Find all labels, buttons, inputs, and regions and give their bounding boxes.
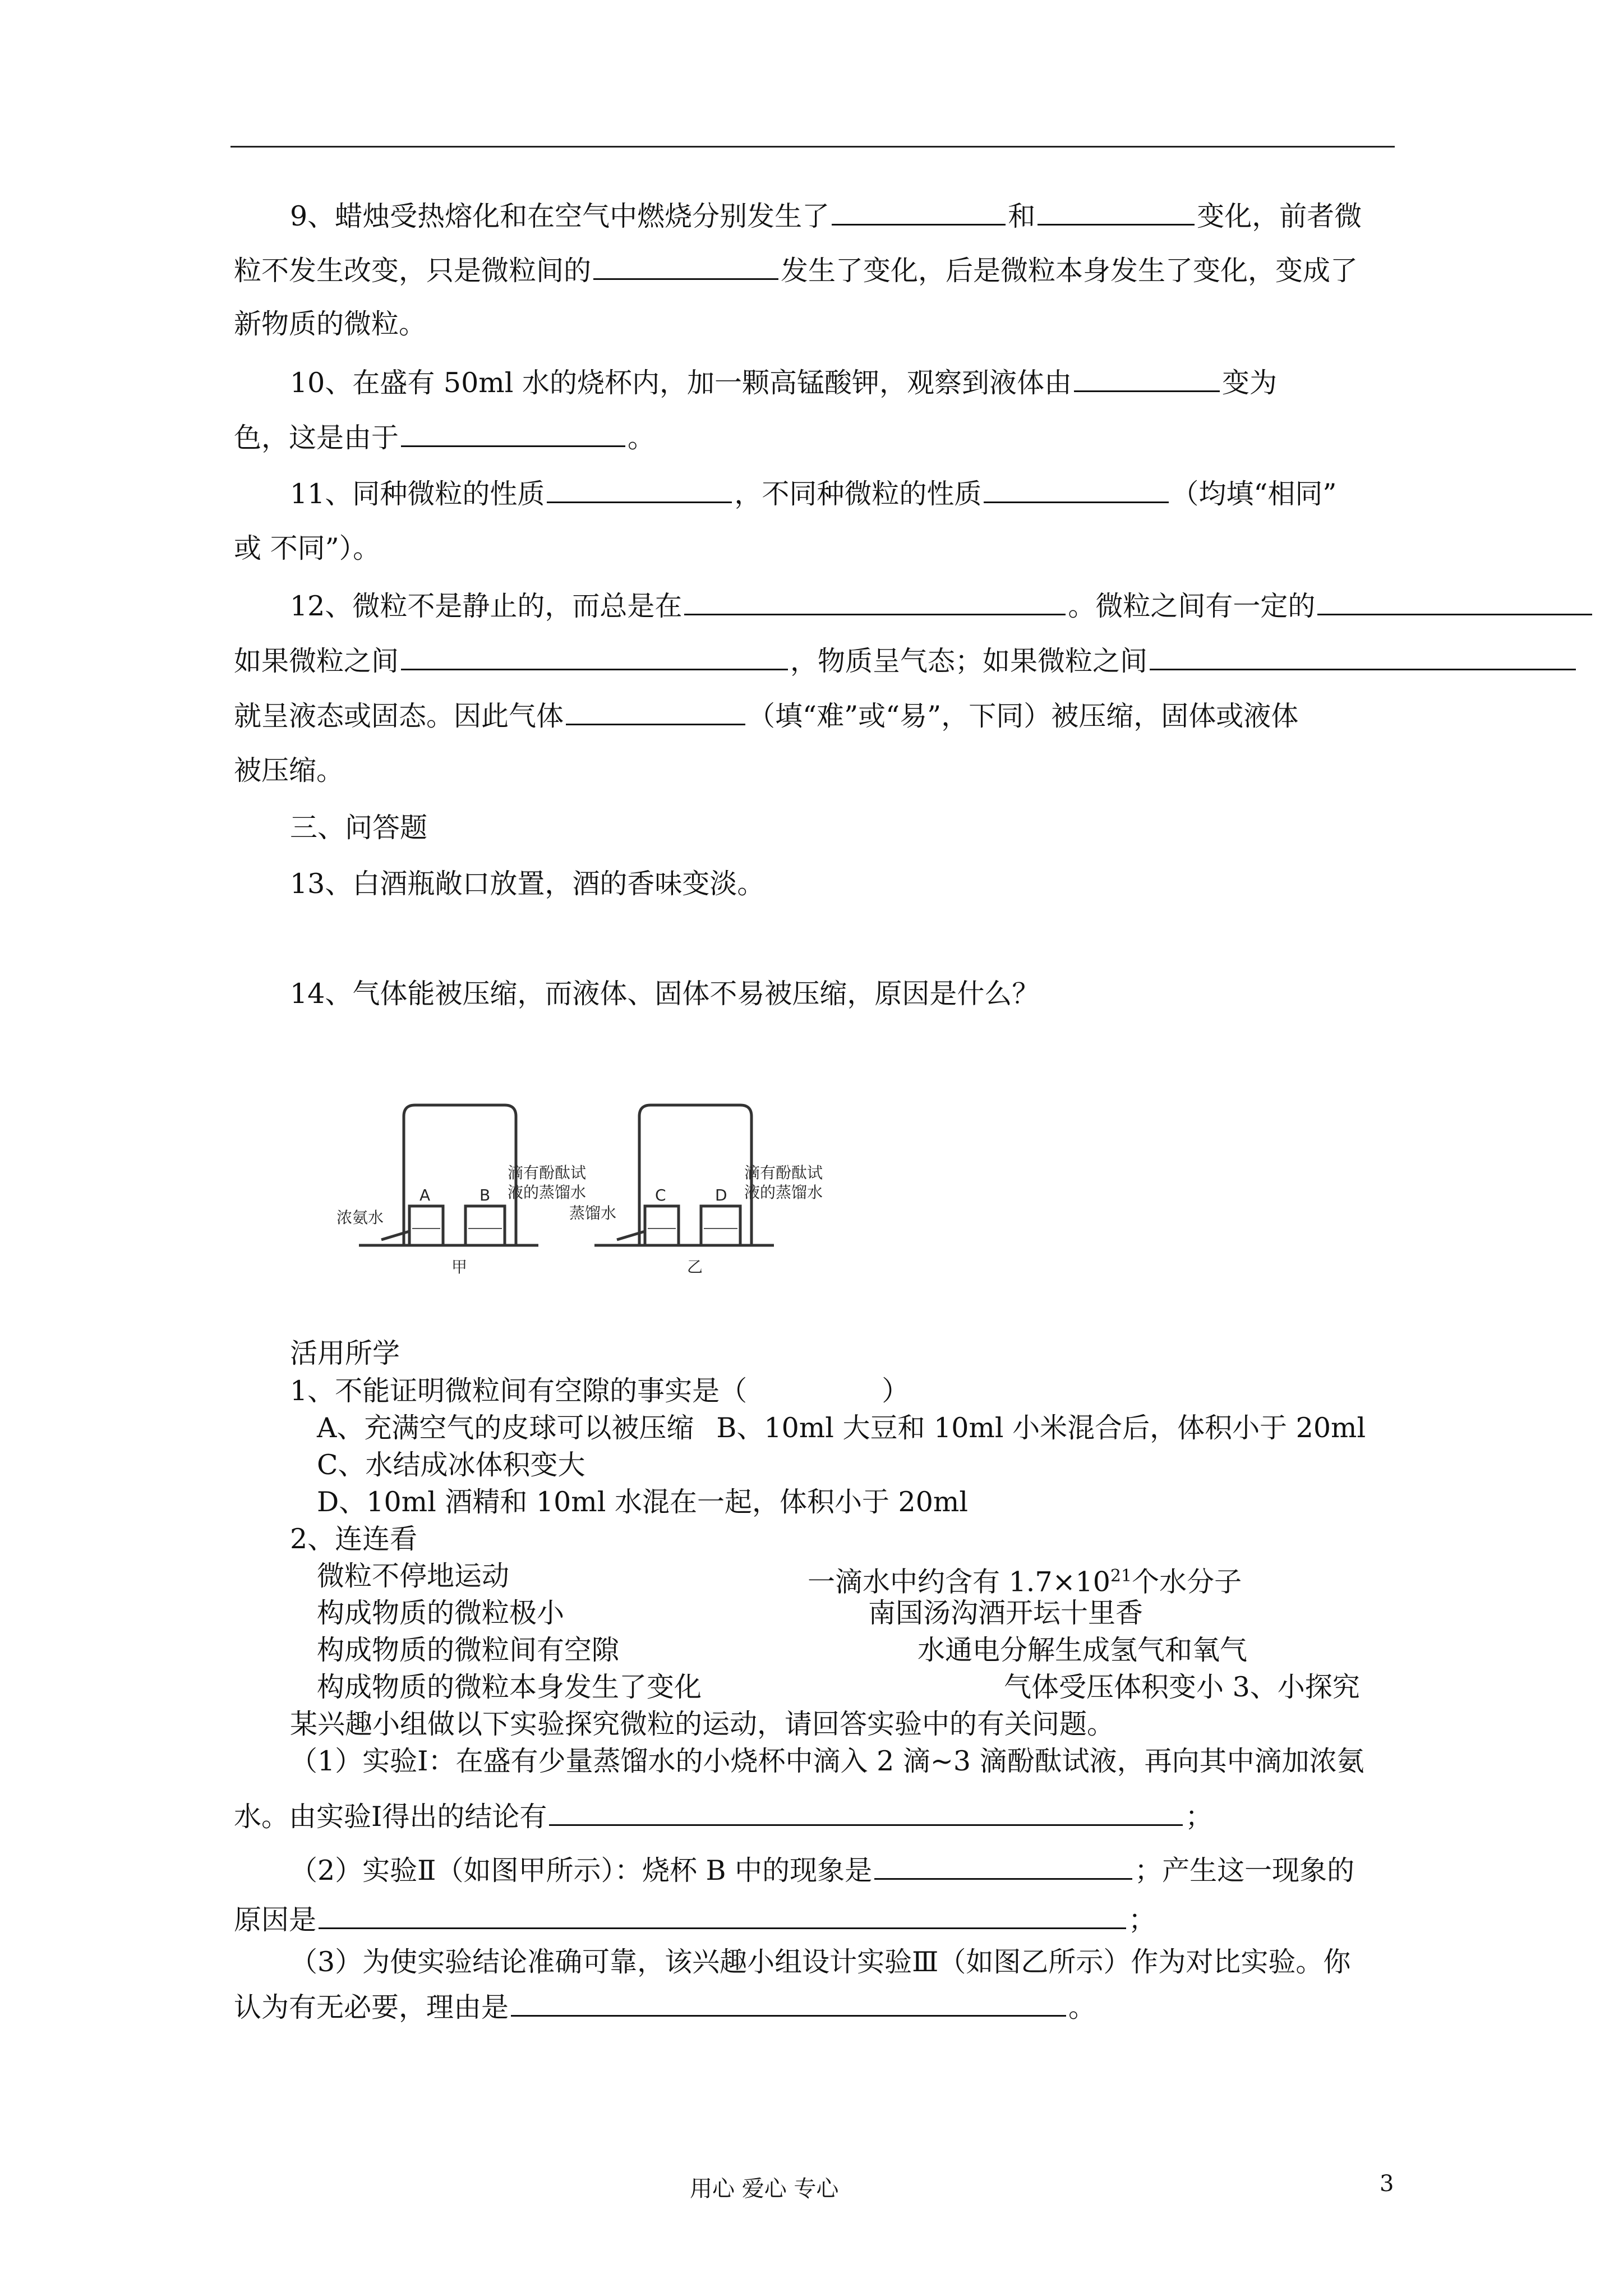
header-rule — [230, 146, 1395, 148]
match-left-4[interactable]: 构成物质的微粒本身发生了变化 — [317, 1671, 702, 1703]
q9-blank-2[interactable] — [1038, 199, 1195, 226]
q9-line3: 新物质的微粒。 — [234, 308, 427, 340]
option-c[interactable]: C、水结成冰体积变大 — [317, 1449, 585, 1481]
caption-jia: 甲 — [451, 1258, 468, 1276]
apply-q3-1-line1: （1）实验Ⅰ：在盛有少量蒸馏水的小烧杯中滴入 2 滴~3 滴酚酞试液，再向其中滴加浓氨 — [290, 1745, 1364, 1777]
q10-blank-1[interactable] — [1074, 366, 1220, 392]
section-3-heading: 三、问答题 — [290, 812, 428, 844]
label-b: B — [479, 1186, 491, 1204]
option-a[interactable]: A、充满空气的皮球可以被压缩 — [317, 1412, 694, 1444]
match-right-2[interactable]: 南国汤沟酒开坛十里香 — [868, 1597, 1144, 1629]
apply-q3-intro: 某兴趣小组做以下实验探究微粒的运动，请回答实验中的有关问题。 — [290, 1708, 1115, 1740]
label-a: A — [419, 1186, 431, 1204]
q9-line2: 粒不发生改变，只是微粒间的 发生了变化，后是微粒本身发生了变化，变成了 — [234, 255, 1358, 287]
label-water: 蒸馏水 — [569, 1204, 617, 1222]
q3-1-blank[interactable] — [549, 1800, 1183, 1826]
q12-blank-2[interactable] — [1317, 589, 1592, 615]
apply-q3-2-line2: 原因是 ； — [234, 1904, 1156, 1936]
bell-jar-left — [404, 1105, 516, 1245]
match-left-2[interactable]: 构成物质的微粒极小 — [317, 1597, 565, 1629]
match-right-1[interactable]: 一滴水中约含有 $1.7\times 10^{21}$个水分子 — [808, 1566, 1242, 1598]
q3-2-blank-2[interactable] — [319, 1903, 1126, 1929]
q12-line2: 如果微粒之间 ，物质呈气态；如果微粒之间 — [234, 644, 1578, 678]
apply-title: 活用所学 — [290, 1337, 400, 1369]
beaker-a — [409, 1206, 443, 1245]
page-number: 3 — [1380, 2171, 1394, 2197]
option-b[interactable]: B、10ml 大豆和 10ml 小米混合后，体积小于 20ml — [716, 1412, 1366, 1444]
q12-blank-4[interactable] — [1150, 644, 1576, 670]
q3-3-blank[interactable] — [511, 1990, 1066, 2017]
q14-text: 14、气体能被压缩，而液体、固体不易被压缩，原因是什么？ — [290, 978, 1040, 1010]
beaker-c — [645, 1206, 679, 1245]
label-phenol-left-1: 滴有酚酞试 — [508, 1163, 587, 1182]
apply-q3-3-line1: （3）为使实验结论准确可靠，该兴趣小组设计实验Ⅲ（如图乙所示）作为对比实验。你 — [290, 1946, 1351, 1978]
apply-q1-opts-ab — [317, 1411, 1366, 1445]
caption-yi: 乙 — [687, 1258, 703, 1276]
q12-line1: 12、微粒不是静止的，而总是在 。微粒之间有一定的 — [290, 589, 1594, 623]
q13-text: 13、白酒瓶敞口放置，酒的香味变淡。 — [290, 868, 765, 900]
match-right-3[interactable]: 水通电分解生成氢气和氧气 — [917, 1634, 1248, 1666]
apply-q3-2-line1: （2）实验Ⅱ（如图甲所示）：烧杯 B 中的现象是 ；产生这一现象的 — [290, 1855, 1355, 1887]
q12-blank-3[interactable] — [401, 644, 788, 670]
q9-blank-1[interactable] — [832, 199, 1006, 226]
q10-blank-2[interactable] — [401, 421, 625, 447]
experiment-figure — [336, 1094, 875, 1285]
q11-line2: 或 不同”）。 — [234, 532, 381, 564]
q11-blank-1[interactable] — [547, 477, 732, 503]
label-d: D — [715, 1186, 727, 1204]
footer-motto: 用心 爱心 专心 — [690, 2176, 839, 2202]
beaker-d — [701, 1206, 740, 1245]
apply-q3-1-line2: 水。由实验Ⅰ得出的结论有 ； — [234, 1801, 1213, 1833]
q3-2-blank-1[interactable] — [874, 1853, 1132, 1880]
match-left-3[interactable]: 构成物质的微粒间有空隙 — [317, 1634, 620, 1666]
q12-blank-5[interactable] — [566, 699, 745, 725]
q9-line1: 9、蜡烛受热熔化和在空气中燃烧分别发生了 和 变化，前者微 — [290, 200, 1362, 232]
q12-line4: 被压缩。 — [234, 754, 344, 786]
apply-q3-3-line2: 认为有无必要，理由是 。 — [234, 1991, 1096, 2023]
bell-jar-right — [639, 1105, 751, 1245]
apply-q1: 1、不能证明微粒间有空隙的事实是（ ） — [290, 1375, 910, 1407]
match-left-1[interactable]: 微粒不停地运动 — [317, 1560, 510, 1592]
label-phenol-left-2: 液的蒸馏水 — [508, 1183, 587, 1202]
label-phenol-right-1: 滴有酚酞试 — [744, 1163, 823, 1182]
option-d[interactable]: D、10ml 酒精和 10ml 水混在一起，体积小于 20ml — [317, 1486, 969, 1518]
q10-line2: 色，这是由于 。 — [234, 422, 656, 454]
label-ammonia: 浓氨水 — [336, 1208, 384, 1227]
label-phenol-right-2: 液的蒸馏水 — [744, 1183, 823, 1202]
q10-line1: 10、在盛有 50ml 水的烧杯内，加一颗高锰酸钾，观察到液体由 变为 — [290, 367, 1278, 399]
match-right-4[interactable]: 气体受压体积变小 3、小探究 — [1004, 1671, 1360, 1703]
label-c: C — [655, 1186, 666, 1204]
q12-line3: 就呈液态或固态。因此气体 （填“难”或“易”，下同）被压缩，固体或液体 — [234, 700, 1299, 732]
apply-q2: 2、连连看 — [290, 1523, 418, 1555]
q11-blank-2[interactable] — [984, 477, 1169, 503]
q12-blank-1[interactable] — [684, 589, 1066, 615]
beaker-b — [465, 1206, 505, 1245]
q11-line1: 11、同种微粒的性质 ，不同种微粒的性质 （均填“相同” — [290, 478, 1337, 510]
q9-blank-3[interactable] — [593, 254, 778, 280]
